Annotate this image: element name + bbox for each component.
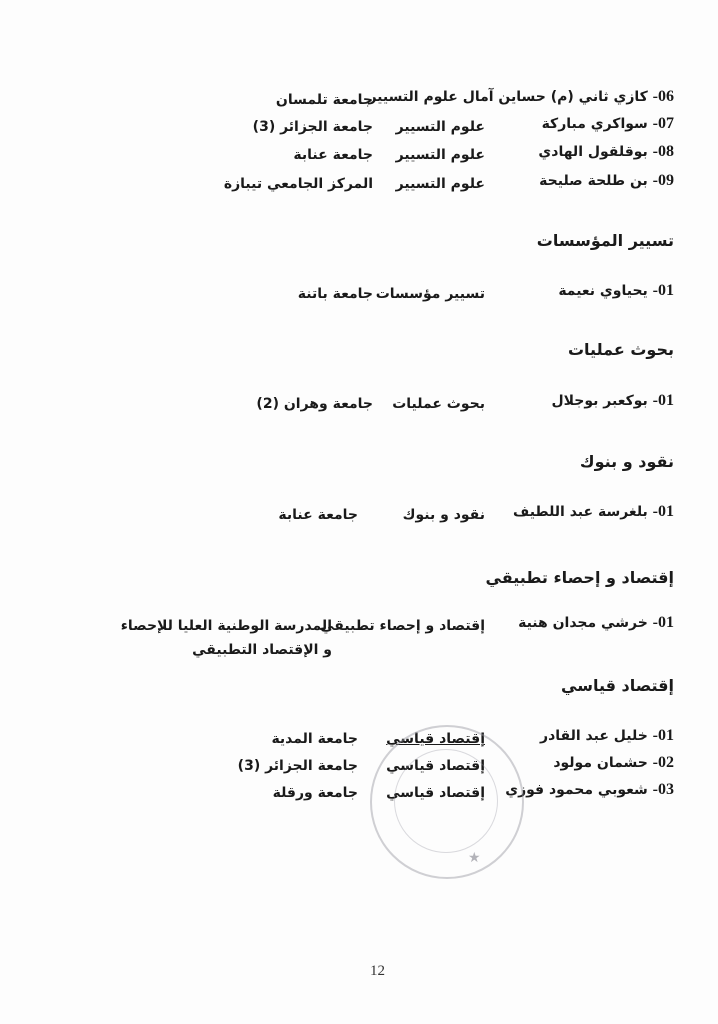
- entry-name: خليل عبد القادر: [540, 728, 648, 744]
- entry-specialty: علوم التسيير: [395, 147, 485, 163]
- entry-specialty: علوم التسيير: [368, 89, 458, 105]
- section-heading: إقتصاد قياسي: [561, 676, 674, 695]
- entry-specialty: تسيير مؤسسات: [375, 286, 485, 302]
- entry-name: سواكري مباركة: [541, 116, 648, 132]
- entry-row: [538, 143, 674, 161]
- entry-name: بن طلحة صليحة: [539, 173, 648, 189]
- entry-institution: جامعة الجزائر (3): [237, 758, 358, 774]
- entry-name: حشمان مولود: [553, 755, 648, 771]
- entry-institution: جامعة تلمسان: [275, 92, 373, 108]
- entry-specialty: علوم التسيير: [395, 176, 485, 192]
- entry-number: 02-: [652, 754, 674, 771]
- entry-row: [542, 115, 674, 133]
- official-stamp: [370, 725, 524, 879]
- entry-number: 06-: [652, 88, 674, 105]
- entry-row: [368, 88, 674, 106]
- section-heading: إقتصاد و إحصاء تطبيقي: [485, 568, 674, 587]
- page-number: 12: [370, 963, 385, 979]
- entry-number: 01-: [652, 727, 674, 744]
- entry-specialty: نقود و بنوك: [402, 507, 485, 523]
- entry-name: بلغرسة عبد اللطيف: [513, 504, 648, 520]
- entry-number: 01-: [652, 503, 674, 520]
- entry-institution: جامعة المدية: [271, 731, 358, 747]
- section-heading: تسيير المؤسسات: [536, 231, 674, 250]
- entry-number: 01-: [652, 392, 674, 409]
- entry-specialty: إقتصاد قياسي: [386, 785, 485, 801]
- entry-number: 03-: [652, 781, 674, 798]
- entry-institution: المدرسة الوطنية العليا للإحصاء: [120, 618, 332, 634]
- entry-institution: جامعة وهران (2): [256, 396, 373, 412]
- entry-number: 07-: [652, 115, 674, 132]
- entry-row: [558, 282, 674, 300]
- entry-institution-line2: و الإقتصاد التطبيقي: [192, 642, 332, 658]
- entry-name: بوقلقول الهادي: [538, 144, 648, 160]
- section-heading: نقود و بنوك: [579, 452, 674, 471]
- entry-institution: جامعة الجزائر (3): [252, 119, 373, 135]
- entry-row: [539, 172, 674, 190]
- entry-number: 01-: [652, 282, 674, 299]
- stamp-star-icon: ★: [468, 850, 481, 866]
- entry-institution: جامعة باتنة: [297, 286, 373, 302]
- entry-number: 09-: [652, 172, 674, 189]
- entry-row: [505, 781, 674, 799]
- entry-institution: جامعة ورقلة: [272, 785, 358, 801]
- entry-row: [553, 754, 674, 772]
- entry-specialty: بحوث عمليات: [392, 396, 485, 412]
- entry-row: [552, 392, 674, 410]
- entry-name: كازي ثاني (م) حساين آمال: [462, 89, 648, 105]
- entry-institution: جامعة عنابة: [278, 507, 358, 523]
- entry-institution: جامعة عنابة: [293, 147, 373, 163]
- entry-number: 01-: [652, 614, 674, 631]
- entry-name: شعوبي محمود فوزي: [505, 782, 648, 798]
- entry-specialty: إقتصاد قياسي: [386, 731, 485, 747]
- entry-name: خرشي مجدان هنية: [518, 615, 648, 631]
- entry-row: [540, 727, 674, 745]
- entry-name: بوكعبر بوجلال: [551, 393, 648, 409]
- section-heading: بحوث عمليات: [567, 340, 674, 359]
- entry-name: يحياوي نعيمة: [558, 283, 648, 299]
- entry-specialty: إقتصاد قياسي: [386, 758, 485, 774]
- entry-institution: المركز الجامعي تيبازة: [223, 176, 373, 192]
- entry-specialty: إقتصاد و إحصاء تطبيقي: [320, 618, 485, 634]
- entry-number: 08-: [652, 143, 674, 160]
- entry-row: [513, 503, 674, 521]
- entry-row: [518, 614, 674, 632]
- entry-specialty: علوم التسيير: [395, 119, 485, 135]
